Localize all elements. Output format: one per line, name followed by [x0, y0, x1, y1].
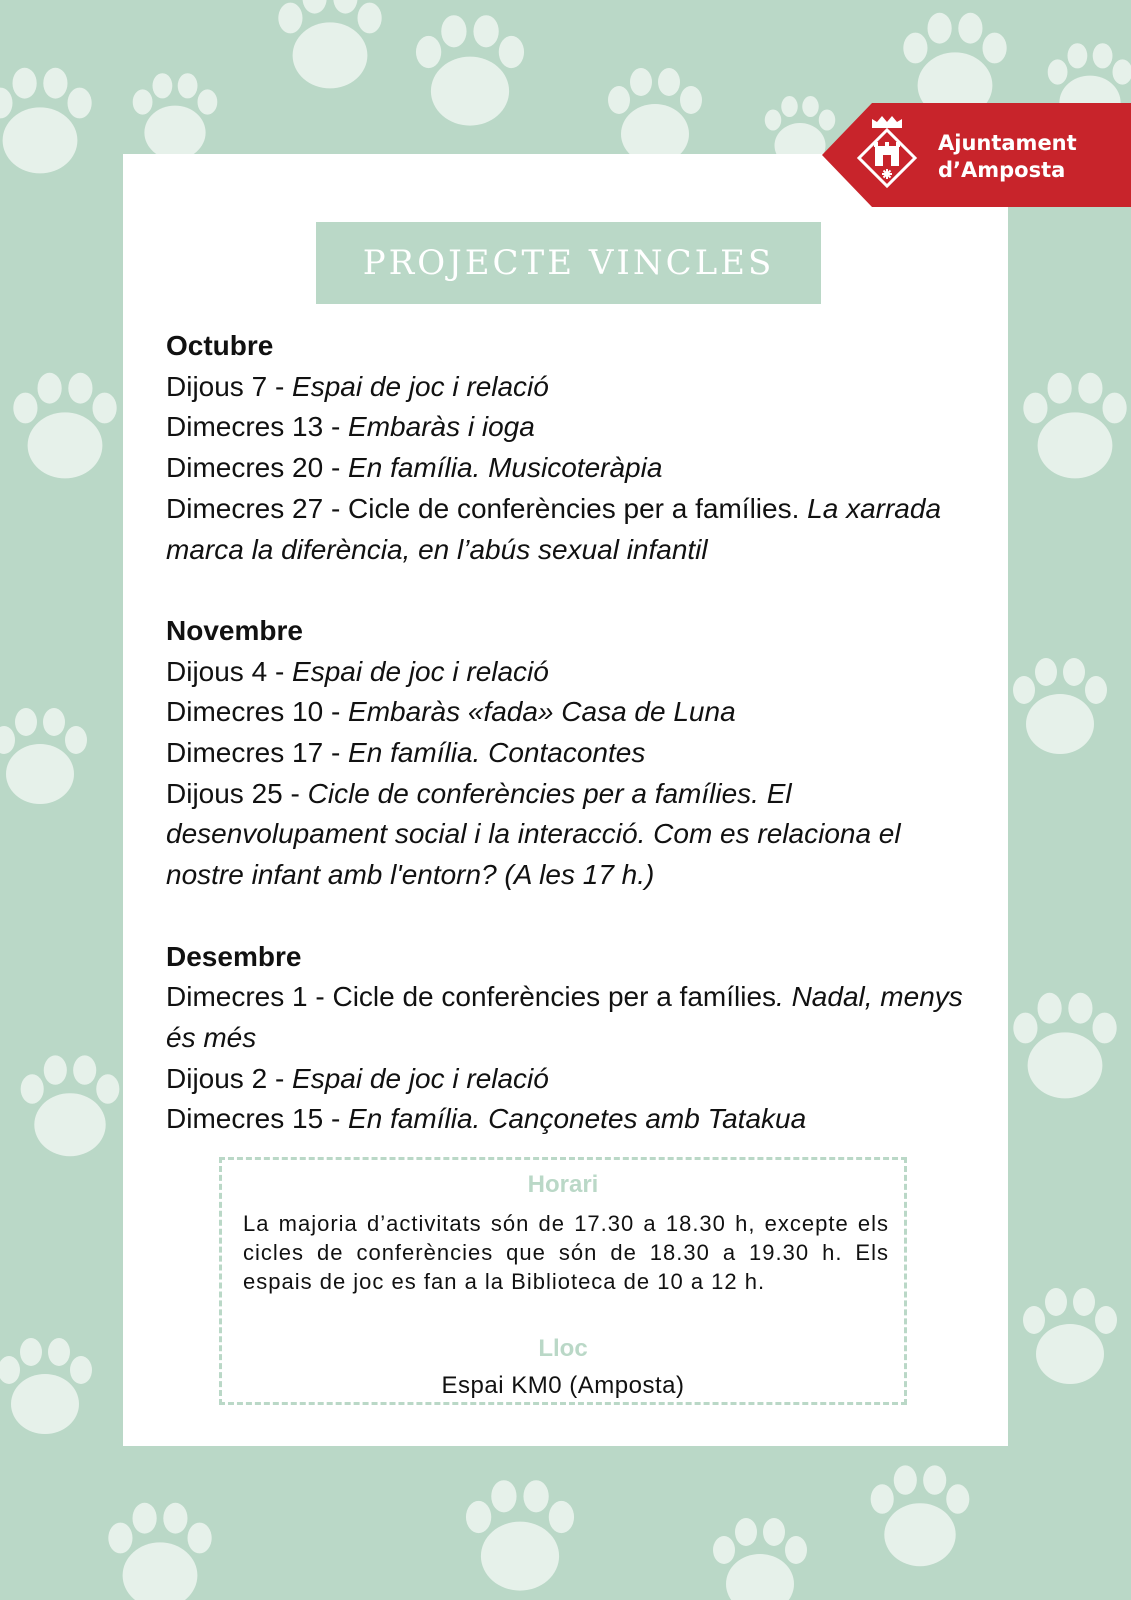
- event-title: En família. Musicoteràpia: [348, 452, 663, 484]
- schedule-heading: Horari: [527, 1171, 599, 1198]
- event-line: [166, 448, 966, 489]
- logo-wordmark: [938, 130, 1077, 184]
- logo-line-2: d’Amposta: [938, 158, 1066, 182]
- event-date: Dijous 2 -: [166, 1062, 293, 1094]
- month-heading: Desembre: [166, 940, 302, 972]
- place-heading: Lloc: [538, 1335, 588, 1362]
- event-title: Embaràs i ioga: [348, 411, 535, 443]
- event-line: [166, 977, 966, 1058]
- event-date: Dimecres 20 -: [166, 452, 349, 484]
- info-box: [219, 1157, 907, 1405]
- event-title: En família. Cançonetes amb Tatakua: [348, 1103, 807, 1135]
- event-title: Espai de joc i relació: [292, 1062, 549, 1094]
- logo-line-1: Ajuntament: [938, 131, 1077, 155]
- event-title: . Nadal, menys és més: [166, 981, 963, 1053]
- event-line: [166, 733, 966, 774]
- event-line: [166, 489, 966, 570]
- event-date: Dimecres 15 -: [166, 1103, 349, 1135]
- event-line: [166, 1059, 966, 1100]
- event-title: En família. Contacontes: [348, 737, 646, 769]
- event-title: La xarrada marca la diferència, en l’abús sexual infantil: [166, 492, 942, 565]
- month-heading: Octubre: [166, 330, 274, 361]
- schedule: [166, 326, 966, 1140]
- event-line: [166, 692, 966, 733]
- month-section: [166, 937, 966, 1141]
- event-plain: Cicle de conferències per a famílies: [332, 981, 777, 1013]
- event-date: Dijous 7 -: [166, 370, 293, 402]
- page-title: PROJECTE VINCLES: [316, 222, 821, 304]
- schedule-text: La majoria d’activitats són de 17.30 a 18.30 h, excepte els cicles de conferències que són de 18.30 a 19.30 h. Els espais de joc es fan a la Biblioteca de 10 a 12 h.: [243, 1211, 889, 1294]
- event-date: Dimecres 17 -: [166, 737, 349, 769]
- event-title: Espai de joc i relació: [292, 655, 549, 687]
- event-plain: Cicle de conferències per a famílies.: [348, 492, 808, 524]
- event-line: [166, 407, 966, 448]
- event-title: Embaràs «fada» Casa de Luna: [348, 696, 736, 728]
- event-date: Dimecres 13 -: [166, 411, 349, 443]
- event-line: [166, 1099, 966, 1140]
- event-title: Cicle de conferències per a famílies. El desenvolupament social i la interacció. Com es relaciona el nostre infant amb l'entorn? (A les 17 h.): [166, 777, 901, 891]
- event-date: Dijous 25 -: [166, 777, 308, 809]
- event-line: [166, 652, 966, 693]
- event-date: Dimecres 10 -: [166, 696, 349, 728]
- month-section: [166, 326, 966, 570]
- month-section: [166, 611, 966, 896]
- event-date: Dimecres 1 -: [166, 981, 333, 1013]
- event-line: [166, 774, 966, 896]
- month-heading: Novembre: [166, 614, 303, 646]
- place-text: Espai KM0 (Amposta): [441, 1372, 685, 1399]
- event-date: Dimecres 27 -: [166, 492, 349, 524]
- event-title: Espai de joc i relació: [292, 370, 549, 402]
- event-line: [166, 367, 966, 408]
- event-date: Dijous 4 -: [166, 655, 293, 687]
